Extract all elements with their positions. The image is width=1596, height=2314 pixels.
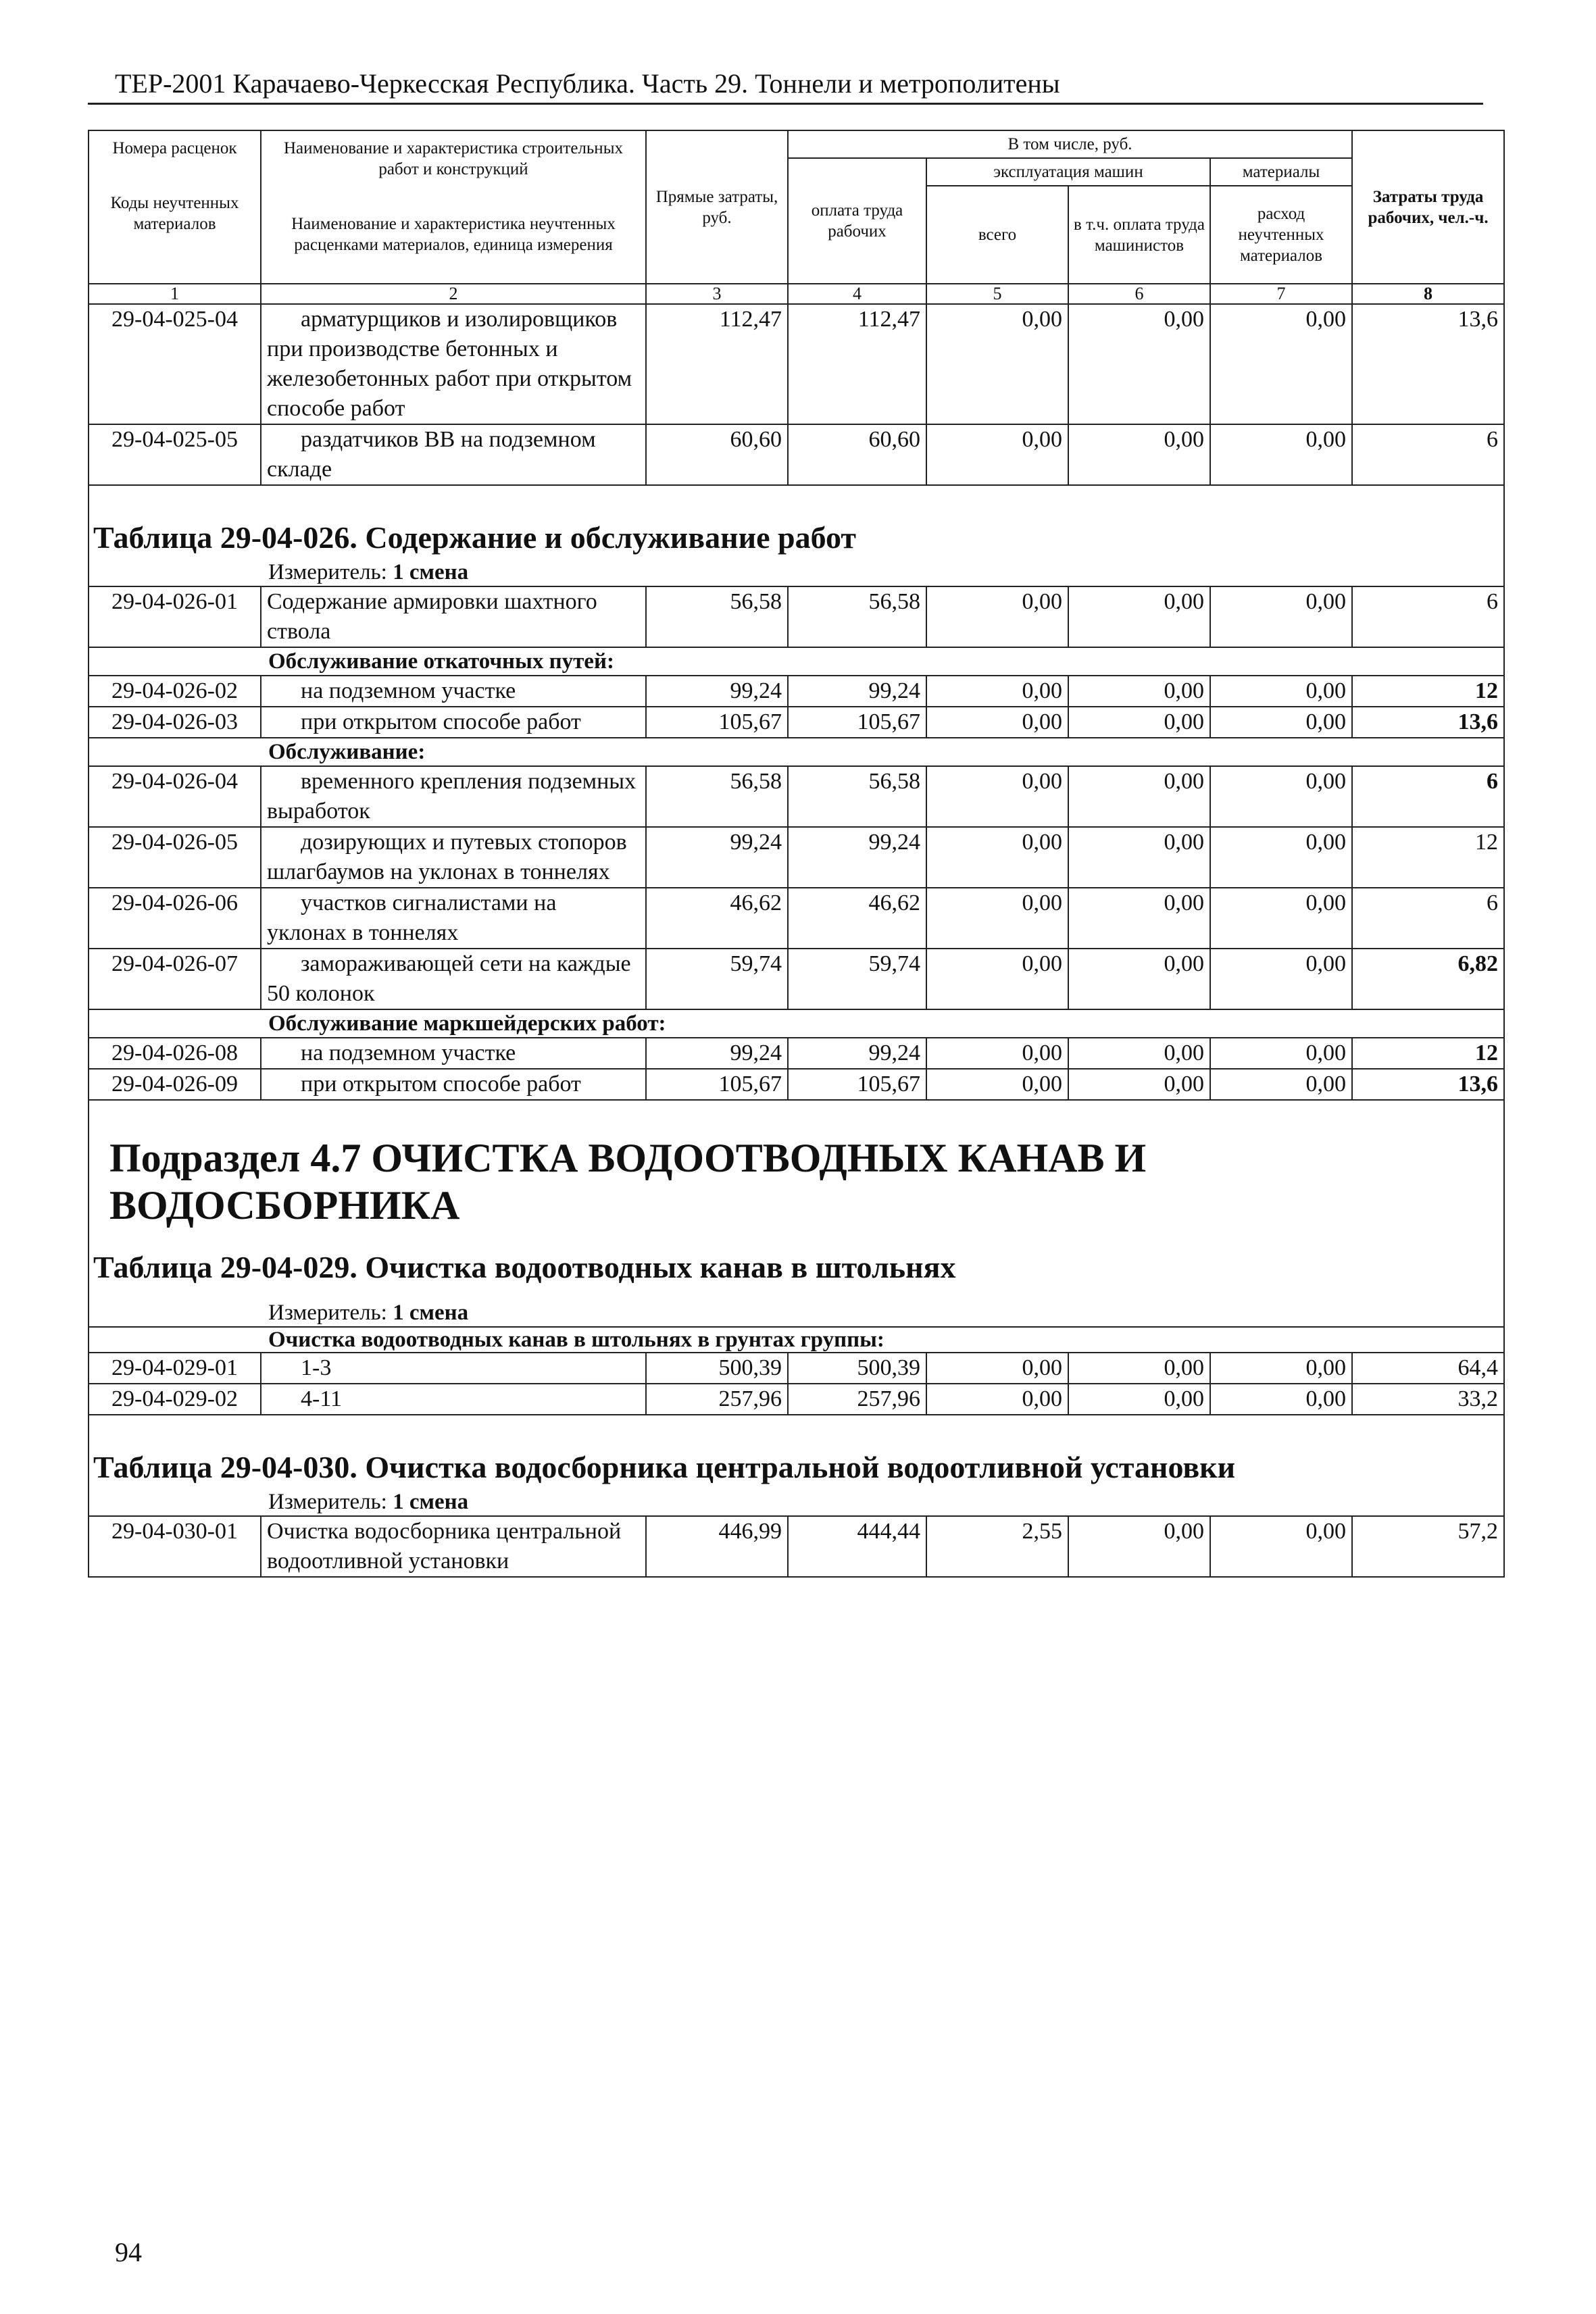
table-row xyxy=(89,1353,1504,1384)
material-cost: 0,00 xyxy=(1210,586,1352,647)
work-name: 4-11 xyxy=(261,1384,646,1415)
work-name: 1-3 xyxy=(261,1353,646,1384)
measure-label: Измеритель: xyxy=(268,1490,387,1514)
table-029-caption-row xyxy=(89,1229,1504,1288)
machinist-labor-cost: 0,00 xyxy=(1068,766,1210,827)
col2-bottom: Наименование и характеристика неучтенных расценками материалов, единица измерения xyxy=(291,215,616,254)
work-name: дозирующих и путевых стопоров шлагбаумов на уклонах в тоннелях xyxy=(261,827,646,888)
machinist-labor-cost: 0,00 xyxy=(1068,949,1210,1009)
col-num: 7 xyxy=(1210,284,1352,304)
machinist-labor-cost: 0,00 xyxy=(1068,424,1210,485)
material-cost: 0,00 xyxy=(1210,1384,1352,1415)
machinist-labor-cost: 0,00 xyxy=(1068,304,1210,424)
measure-value: 1 смена xyxy=(393,560,469,584)
machine-cost: 0,00 xyxy=(926,304,1068,424)
machinist-labor-cost: 0,00 xyxy=(1068,888,1210,949)
labor-cost: 500,39 xyxy=(788,1353,926,1384)
machines-header: эксплуатация машин xyxy=(926,158,1210,186)
labor-cost: 112,47 xyxy=(788,304,926,424)
work-name: при открытом способе работ xyxy=(261,707,646,738)
direct-cost: 105,67 xyxy=(646,1069,788,1100)
work-name: временного крепления подземных выработок xyxy=(261,766,646,827)
table-row xyxy=(89,766,1504,827)
work-name: Очистка водосборника центральной водоотливной установки xyxy=(261,1516,646,1577)
col1-header xyxy=(89,130,261,284)
material-cost: 0,00 xyxy=(1210,707,1352,738)
machine-cost: 0,00 xyxy=(926,424,1068,485)
material-cost: 0,00 xyxy=(1210,1069,1352,1100)
measure-label: Измеритель: xyxy=(268,560,387,584)
col2-header xyxy=(261,130,646,284)
machine-cost: 0,00 xyxy=(926,888,1068,949)
header-row-1 xyxy=(89,130,1504,158)
machinist-labor-cost: 0,00 xyxy=(1068,1353,1210,1384)
table-029-title: Таблица 29-04-029. Очистка водоотводных канав в штольнях xyxy=(89,1229,1504,1288)
rate-code: 29-04-029-02 xyxy=(89,1384,261,1415)
material-cost: 0,00 xyxy=(1210,1038,1352,1069)
direct-cost: 446,99 xyxy=(646,1516,788,1577)
table-row xyxy=(89,586,1504,647)
table-row xyxy=(89,949,1504,1009)
direct-cost: 59,74 xyxy=(646,949,788,1009)
rate-code: 29-04-026-04 xyxy=(89,766,261,827)
measure-label: Измеритель: xyxy=(268,1301,387,1325)
col-num: 2 xyxy=(261,284,646,304)
rates-table xyxy=(88,130,1505,1578)
labor-cost: 105,67 xyxy=(788,1069,926,1100)
col3-header: Прямые затраты, руб. xyxy=(646,130,788,284)
labor-cost: 59,74 xyxy=(788,949,926,1009)
labor-cost: 105,67 xyxy=(788,707,926,738)
table-row xyxy=(89,888,1504,949)
material-cost: 0,00 xyxy=(1210,1516,1352,1577)
labor-hours: 12 xyxy=(1352,1038,1504,1069)
table-026-caption-row xyxy=(89,485,1504,559)
material-cost: 0,00 xyxy=(1210,676,1352,707)
work-name: Содержание армировки шахтного ствола xyxy=(261,586,646,647)
materials-header: материалы xyxy=(1210,158,1352,186)
table-row xyxy=(89,707,1504,738)
column-numbers-row xyxy=(89,284,1504,304)
col-num: 1 xyxy=(89,284,261,304)
col2-top: Наименование и характеристика строительных работ и конструкций xyxy=(283,139,623,178)
rate-code: 29-04-026-09 xyxy=(89,1069,261,1100)
labor-hours: 13,6 xyxy=(1352,304,1504,424)
group-heading: Обслуживание маркшейдерских работ: xyxy=(89,1009,1504,1038)
machinist-labor-cost: 0,00 xyxy=(1068,827,1210,888)
work-name: на подземном участке xyxy=(261,1038,646,1069)
measure-value: 1 смена xyxy=(393,1490,469,1514)
rate-code: 29-04-029-01 xyxy=(89,1353,261,1384)
machinist-labor-cost: 0,00 xyxy=(1068,1516,1210,1577)
header-rule xyxy=(88,103,1483,105)
table-row xyxy=(89,424,1504,485)
labor-cost: 257,96 xyxy=(788,1384,926,1415)
labor-hours: 64,4 xyxy=(1352,1353,1504,1384)
table-030-title: Таблица 29-04-030. Очистка водосборника центральной водоотливной установки xyxy=(89,1415,1504,1488)
direct-cost: 112,47 xyxy=(646,304,788,424)
col-num: 8 xyxy=(1352,284,1504,304)
labor-hours: 6,82 xyxy=(1352,949,1504,1009)
table-029-measure-row xyxy=(89,1288,1504,1327)
measure-unit xyxy=(89,1488,1504,1516)
labor-hours: 6 xyxy=(1352,766,1504,827)
direct-cost: 500,39 xyxy=(646,1353,788,1384)
rate-code: 29-04-026-03 xyxy=(89,707,261,738)
rate-code: 29-04-026-08 xyxy=(89,1038,261,1069)
labor-cost: 99,24 xyxy=(788,827,926,888)
table-row xyxy=(89,827,1504,888)
direct-cost: 56,58 xyxy=(646,766,788,827)
work-name: замораживающей сети на каждые 50 колонок xyxy=(261,949,646,1009)
labor-cost: 444,44 xyxy=(788,1516,926,1577)
labor-hours: 6 xyxy=(1352,586,1504,647)
labor-hours: 12 xyxy=(1352,676,1504,707)
machine-cost: 0,00 xyxy=(926,676,1068,707)
machine-cost: 0,00 xyxy=(926,1353,1068,1384)
labor-hours: 6 xyxy=(1352,424,1504,485)
col6-header: в т.ч. оплата труда машинистов xyxy=(1068,186,1210,284)
machine-cost: 0,00 xyxy=(926,1069,1068,1100)
direct-cost: 257,96 xyxy=(646,1384,788,1415)
machine-cost: 0,00 xyxy=(926,707,1068,738)
col-num: 6 xyxy=(1068,284,1210,304)
direct-cost: 99,24 xyxy=(646,1038,788,1069)
measure-value: 1 смена xyxy=(393,1301,469,1325)
group-heading: Обслуживание откаточных путей: xyxy=(89,647,1504,676)
machinist-labor-cost: 0,00 xyxy=(1068,676,1210,707)
labor-hours: 33,2 xyxy=(1352,1384,1504,1415)
machinist-labor-cost: 0,00 xyxy=(1068,586,1210,647)
machine-cost: 0,00 xyxy=(926,949,1068,1009)
direct-cost: 56,58 xyxy=(646,586,788,647)
table-026-measure-row xyxy=(89,559,1504,586)
machine-cost: 0,00 xyxy=(926,586,1068,647)
machine-cost: 0,00 xyxy=(926,827,1068,888)
labor-hours: 13,6 xyxy=(1352,707,1504,738)
material-cost: 0,00 xyxy=(1210,888,1352,949)
direct-cost: 46,62 xyxy=(646,888,788,949)
work-name: на подземном участке xyxy=(261,676,646,707)
col-num: 5 xyxy=(926,284,1068,304)
table-030-caption-row xyxy=(89,1415,1504,1488)
table-row xyxy=(89,304,1504,424)
labor-cost: 56,58 xyxy=(788,766,926,827)
group-heading: Обслуживание: xyxy=(89,738,1504,766)
rate-code: 29-04-026-05 xyxy=(89,827,261,888)
table-026-title: Таблица 29-04-026. Содержание и обслуживание работ xyxy=(89,485,1504,559)
material-cost: 0,00 xyxy=(1210,766,1352,827)
rate-code: 29-04-026-07 xyxy=(89,949,261,1009)
direct-cost: 99,24 xyxy=(646,827,788,888)
col1-bottom: Коды неучтенных материалов xyxy=(110,194,239,233)
machine-cost: 0,00 xyxy=(926,1038,1068,1069)
labor-cost: 99,24 xyxy=(788,676,926,707)
table-row xyxy=(89,676,1504,707)
group-heading-row xyxy=(89,1009,1504,1038)
rate-code: 29-04-025-05 xyxy=(89,424,261,485)
col5-header: всего xyxy=(926,186,1068,284)
direct-cost: 99,24 xyxy=(646,676,788,707)
col4-header: оплата труда рабочих xyxy=(788,158,926,284)
material-cost: 0,00 xyxy=(1210,424,1352,485)
machinist-labor-cost: 0,00 xyxy=(1068,1038,1210,1069)
table-row xyxy=(89,1069,1504,1100)
group-heading-row xyxy=(89,647,1504,676)
labor-cost: 46,62 xyxy=(788,888,926,949)
material-cost: 0,00 xyxy=(1210,827,1352,888)
machine-cost: 0,00 xyxy=(926,1384,1068,1415)
page-number: 94 xyxy=(115,2237,142,2267)
col-num: 3 xyxy=(646,284,788,304)
labor-hours: 6 xyxy=(1352,888,1504,949)
table-row xyxy=(89,1516,1504,1577)
machine-cost: 0,00 xyxy=(926,766,1068,827)
subsection-title: Подраздел 4.7 ОЧИСТКА ВОДООТВОДНЫХ КАНАВ И ВОДОСБОРНИКА xyxy=(89,1100,1504,1229)
labor-hours: 57,2 xyxy=(1352,1516,1504,1577)
col-num: 4 xyxy=(788,284,926,304)
labor-hours: 13,6 xyxy=(1352,1069,1504,1100)
col7-header: расход неучтенных материалов xyxy=(1210,186,1352,284)
material-cost: 0,00 xyxy=(1210,1353,1352,1384)
table-row xyxy=(89,1038,1504,1069)
work-name: арматурщиков и изолировщиков при производстве бетонных и железобетонных работ при открытом способе работ xyxy=(261,304,646,424)
labor-hours: 12 xyxy=(1352,827,1504,888)
rate-code: 29-04-026-02 xyxy=(89,676,261,707)
labor-cost: 99,24 xyxy=(788,1038,926,1069)
material-cost: 0,00 xyxy=(1210,949,1352,1009)
col1-top: Номера расценок xyxy=(112,139,237,157)
material-cost: 0,00 xyxy=(1210,304,1352,424)
col8-header: Затраты труда рабочих, чел.-ч. xyxy=(1352,130,1504,284)
table-030-measure-row xyxy=(89,1488,1504,1516)
group-heading-row xyxy=(89,738,1504,766)
rate-code: 29-04-030-01 xyxy=(89,1516,261,1577)
labor-cost: 56,58 xyxy=(788,586,926,647)
rate-code: 29-04-026-06 xyxy=(89,888,261,949)
machinist-labor-cost: 0,00 xyxy=(1068,1069,1210,1100)
labor-cost: 60,60 xyxy=(788,424,926,485)
machinist-labor-cost: 0,00 xyxy=(1068,707,1210,738)
measure-unit xyxy=(89,1288,1504,1327)
measure-unit xyxy=(89,559,1504,586)
page-header: ТЕР-2001 Карачаево-Черкесская Республика. Часть 29. Тоннели и метрополитены xyxy=(115,68,1060,99)
rate-code: 29-04-026-01 xyxy=(89,586,261,647)
direct-cost: 105,67 xyxy=(646,707,788,738)
machinist-labor-cost: 0,00 xyxy=(1068,1384,1210,1415)
subsection-row xyxy=(89,1100,1504,1229)
machine-cost: 2,55 xyxy=(926,1516,1068,1577)
work-name: при открытом способе работ xyxy=(261,1069,646,1100)
direct-cost: 60,60 xyxy=(646,424,788,485)
work-name: участков сигналистами на уклонах в тоннелях xyxy=(261,888,646,949)
incl-header: В том числе, руб. xyxy=(788,130,1352,158)
work-name: раздатчиков ВВ на подземном складе xyxy=(261,424,646,485)
rate-code: 29-04-025-04 xyxy=(89,304,261,424)
group-heading-row xyxy=(89,1327,1504,1353)
group-heading: Очистка водоотводных канав в штольнях в грунтах группы: xyxy=(89,1327,1504,1353)
table-row xyxy=(89,1384,1504,1415)
